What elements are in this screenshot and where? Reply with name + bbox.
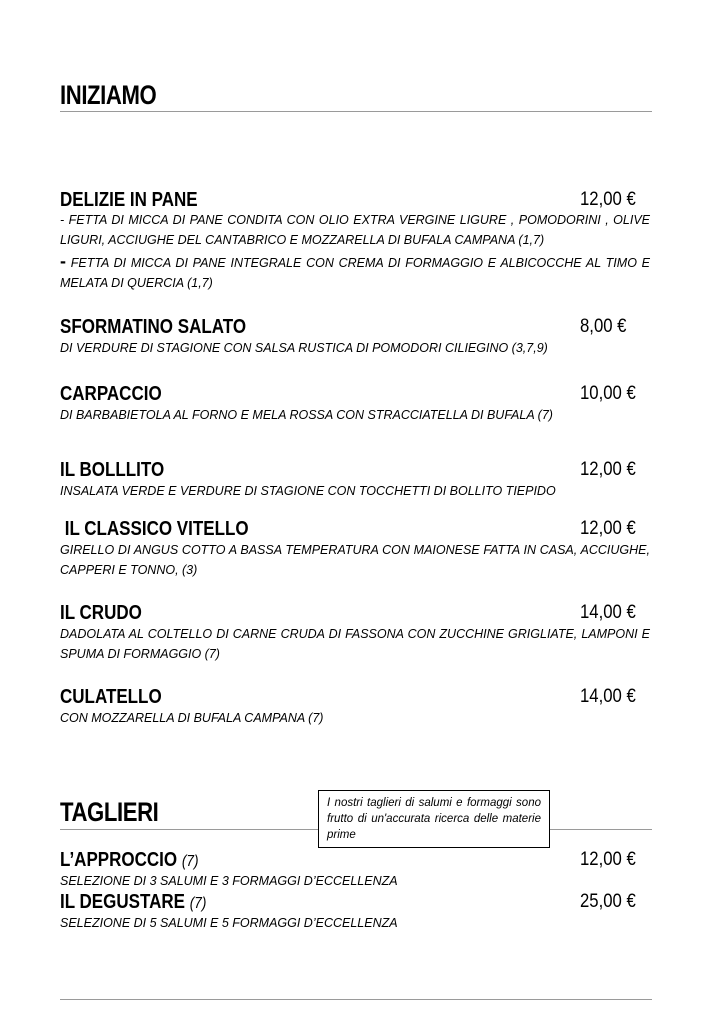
item-price-degustare: 25,00 € bbox=[580, 891, 636, 912]
item-name-crudo: IL CRUDO bbox=[60, 602, 142, 624]
item-name-degustare-text: IL DEGUSTARE bbox=[60, 891, 186, 913]
item-name-sformatino: SFORMATINO SALATO bbox=[60, 316, 247, 338]
item-price-delizie: 12,00 € bbox=[580, 189, 636, 210]
item-price-culatello: 14,00 € bbox=[580, 686, 636, 707]
item-price-crudo: 14,00 € bbox=[580, 602, 636, 623]
item-desc-culatello: CON MOZZARELLA DI BUFALA CAMPANA (7) bbox=[60, 711, 324, 725]
item-desc-vitello: GIRELLO DI ANGUS COTTO A BASSA TEMPERATURA CON MAIONESE FATTA IN CASA, ACCIUGHE, CAPPERI E TONNO, (3) bbox=[60, 543, 650, 577]
item-name-approccio-text: L’APPROCCIO bbox=[60, 849, 178, 871]
item-desc-delizie-1: - FETTA DI MICCA DI PANE CONDITA CON OLIO EXTRA VERGINE LIGURE , POMODORINI , OLIVE LIGURI, ACCIUGHE DEL CANTABRICO E MOZZARELLA DI BUFALA CAMPANA (1,7) bbox=[60, 213, 650, 247]
item-name-delizie: DELIZIE IN PANE bbox=[60, 189, 198, 211]
section-divider bbox=[60, 111, 652, 112]
item-price-bollito: 12,00 € bbox=[580, 459, 636, 480]
item-name-bollito: IL BOLLLITO bbox=[60, 459, 165, 481]
dash-bullet: - bbox=[60, 251, 66, 271]
item-desc-delizie-2-text: FETTA DI MICCA DI PANE INTEGRALE CON CREMA DI FORMAGGIO E ALBICOCCHE AL TIMO E MELATA DI QUERCIA (1,7) bbox=[60, 256, 650, 290]
allergen-note: (7) bbox=[181, 853, 199, 870]
item-price-approccio: 12,00 € bbox=[580, 849, 636, 870]
item-desc-degustare: SELEZIONE DI 5 SALUMI E 5 FORMAGGI D’ECCELLENZA bbox=[60, 916, 398, 930]
item-name-degustare bbox=[60, 891, 206, 914]
allergen-note: (7) bbox=[189, 895, 207, 912]
section-title-taglieri: TAGLIERI bbox=[60, 797, 159, 827]
item-desc-carpaccio: DI BARBABIETOLA AL FORNO E MELA ROSSA CON STRACCIATELLA DI BUFALA (7) bbox=[60, 408, 553, 422]
item-name-vitello: IL CLASSICO VITELLO bbox=[60, 518, 249, 540]
item-desc-sformatino: DI VERDURE DI STAGIONE CON SALSA RUSTICA DI POMODORI CILIEGINO (3,7,9) bbox=[60, 341, 548, 355]
item-desc-delizie-2 bbox=[60, 251, 650, 293]
item-desc-crudo: DADOLATA AL COLTELLO DI CARNE CRUDA DI FASSONA CON ZUCCHINE GRIGLIATE, LAMPONI E SPUMA DI FORMAGGIO (7) bbox=[60, 627, 650, 661]
item-name-carpaccio: CARPACCIO bbox=[60, 383, 162, 405]
section-title-iniziamo: INIZIAMO bbox=[60, 80, 157, 110]
taglieri-note-box: I nostri taglieri di salumi e formaggi sono frutto di un'accurata ricerca delle materie prime bbox=[318, 790, 550, 848]
item-name-culatello: CULATELLO bbox=[60, 686, 162, 708]
item-name-approccio bbox=[60, 849, 198, 872]
item-price-carpaccio: 10,00 € bbox=[580, 383, 636, 404]
item-price-vitello: 12,00 € bbox=[580, 518, 636, 539]
footer-divider bbox=[60, 999, 652, 1000]
item-desc-bollito: INSALATA VERDE E VERDURE DI STAGIONE CON TOCCHETTI DI BOLLITO TIEPIDO bbox=[60, 484, 556, 498]
item-desc-approccio: SELEZIONE DI 3 SALUMI E 3 FORMAGGI D’ECCELLENZA bbox=[60, 874, 398, 888]
item-price-sformatino: 8,00 € bbox=[580, 316, 627, 337]
